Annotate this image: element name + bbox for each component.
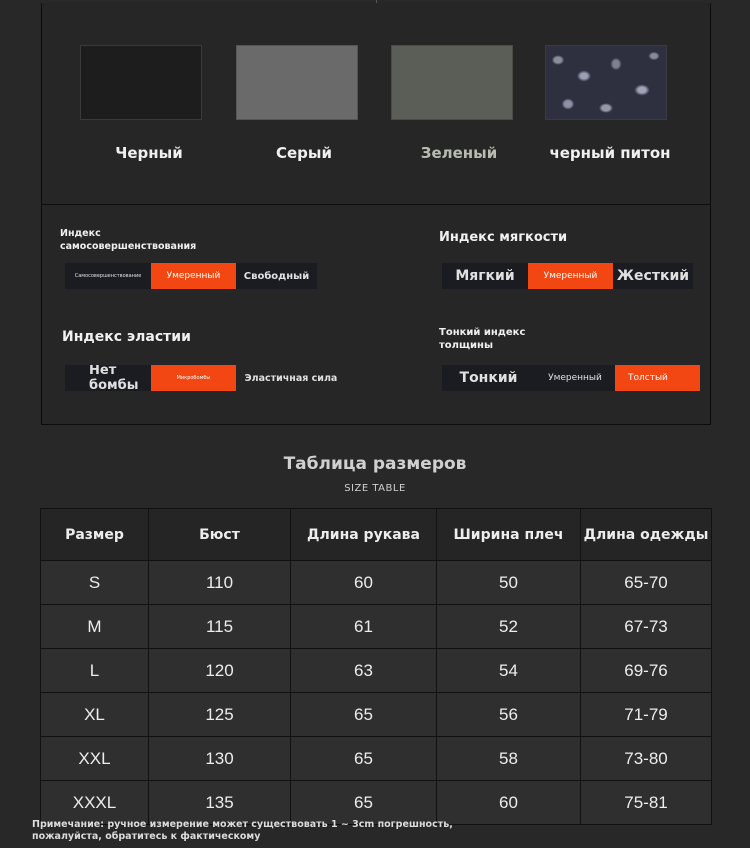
table-cell: 52	[437, 605, 581, 649]
size-table-subtitle: SIZE TABLE	[344, 483, 406, 494]
index-title-elasticity: Индекс эластии	[62, 329, 191, 345]
index-option: Тонкий	[442, 365, 535, 391]
note-line-1: Примечание: ручное измерение может существовать 1 ~ 3cm погрешность,	[32, 819, 453, 830]
index-title-self-improvement: Индекс самосовершенствования	[60, 228, 197, 252]
table-cell: 65	[291, 781, 437, 825]
table-cell: 65	[291, 693, 437, 737]
size-table-body	[41, 561, 712, 825]
index-scale-thickness	[442, 365, 700, 391]
table-cell: 69-76	[581, 649, 712, 693]
table-row	[41, 649, 712, 693]
fabric-index-panel	[41, 205, 711, 425]
index-scale-self-improvement	[65, 263, 317, 289]
index-scale-softness	[442, 263, 693, 289]
table-cell: XXL	[41, 737, 149, 781]
table-cell: XL	[41, 693, 149, 737]
index-option: Умеренный	[535, 365, 615, 391]
index-option-selected: Умеренный	[528, 263, 613, 289]
table-cell: 67-73	[581, 605, 712, 649]
table-cell: 71-79	[581, 693, 712, 737]
index-option: Мягкий	[442, 263, 528, 289]
index-title-softness: Индекс мягкости	[439, 230, 568, 245]
table-cell: 65-70	[581, 561, 712, 605]
table-cell: L	[41, 649, 149, 693]
table-cell: 54	[437, 649, 581, 693]
color-label-black: Черный	[115, 144, 183, 162]
header-shoulder-width: Ширина плеч	[437, 509, 581, 561]
table-row	[41, 781, 712, 825]
color-label-green: Зеленый	[420, 144, 498, 162]
color-options-panel	[41, 3, 711, 205]
table-cell: XXXL	[41, 781, 149, 825]
index-scale-elasticity	[65, 365, 346, 391]
size-table-title: Таблица размеров	[283, 454, 467, 474]
table-row	[41, 561, 712, 605]
index-option-selected: Толстый	[615, 365, 700, 391]
header-bust: Бюст	[149, 509, 291, 561]
color-swatch-black-python[interactable]	[545, 45, 667, 120]
index-option: Эластичная сила	[236, 365, 346, 391]
table-cell: 110	[149, 561, 291, 605]
table-row	[41, 693, 712, 737]
index-option: Самосовершенствование	[65, 263, 151, 289]
table-cell: 65	[291, 737, 437, 781]
table-row	[41, 737, 712, 781]
index-option: Жесткий	[613, 263, 693, 289]
measurement-note	[32, 819, 453, 843]
table-cell: M	[41, 605, 149, 649]
color-swatch-green[interactable]	[391, 45, 513, 120]
color-swatch-black[interactable]	[80, 45, 202, 120]
table-cell: 135	[149, 781, 291, 825]
table-cell: S	[41, 561, 149, 605]
table-cell: 130	[149, 737, 291, 781]
header-garment-length: Длина одежды	[581, 509, 712, 561]
table-cell: 73-80	[581, 737, 712, 781]
table-cell: 60	[437, 781, 581, 825]
table-cell: 58	[437, 737, 581, 781]
index-title-thickness: Тонкий индекс толщины	[439, 327, 526, 351]
size-table	[40, 508, 712, 825]
index-option-selected: Умеренный	[151, 263, 236, 289]
table-cell: 115	[149, 605, 291, 649]
index-option-selected: Микробомбы	[151, 365, 236, 391]
table-row	[41, 605, 712, 649]
note-line-2: пожалуйста, обратитесь к фактическому	[32, 831, 261, 842]
color-label-black-python: черный питон	[549, 144, 671, 162]
table-cell: 61	[291, 605, 437, 649]
table-cell: 120	[149, 649, 291, 693]
color-swatch-gray[interactable]	[236, 45, 358, 120]
header-sleeve-length: Длина рукава	[291, 509, 437, 561]
index-option: Свободный	[236, 263, 317, 289]
size-table-header-row	[41, 509, 712, 561]
color-label-gray: Серый	[276, 144, 332, 162]
table-cell: 125	[149, 693, 291, 737]
index-option: Нет бомбы	[65, 365, 151, 391]
table-cell: 63	[291, 649, 437, 693]
table-cell: 75-81	[581, 781, 712, 825]
table-cell: 60	[291, 561, 437, 605]
table-cell: 50	[437, 561, 581, 605]
header-size: Размер	[41, 509, 149, 561]
table-cell: 56	[437, 693, 581, 737]
